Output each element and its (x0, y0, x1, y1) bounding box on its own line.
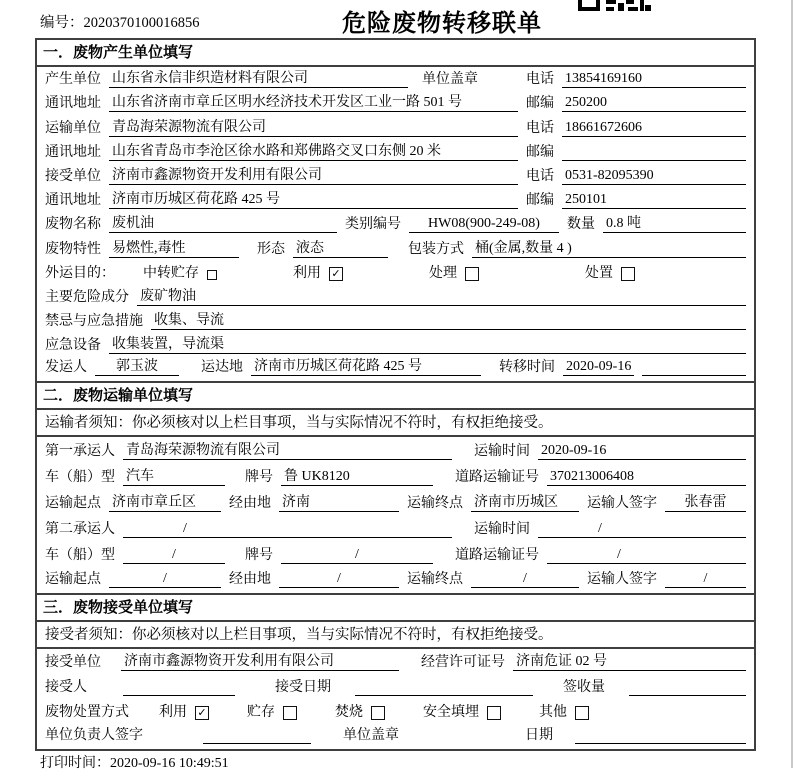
route-via-label: 经由地 (229, 496, 271, 512)
row-accept-unit (37, 649, 754, 674)
plate-label: 牌号 (245, 470, 273, 486)
doc-number-label: 编号： (40, 15, 84, 31)
transport-time-label: 运输时间 (474, 444, 530, 460)
unit-seal2-label: 单位盖章 (343, 728, 399, 744)
row-transport-unit (37, 115, 754, 139)
waste-form-value: 液态 (293, 237, 388, 258)
transport-unit-label: 运输单位 (45, 120, 101, 136)
row-main-hazard (37, 285, 754, 309)
route-end-value: 济南市历城区 (471, 491, 579, 512)
receiver-zip-label: 邮编 (526, 193, 554, 209)
row-taboo-measures (37, 309, 754, 333)
transport-phone-value: 18661672606 (562, 120, 746, 137)
page-title: 危险废物转移联单 (342, 10, 542, 37)
accept-unit-label: 接受单位 (45, 655, 101, 671)
disposal-use-checkbox (195, 706, 209, 720)
taboo-measures-value: 收集、导流 (151, 309, 746, 330)
row-disposal-method (37, 699, 754, 724)
waste-code-value: HW08(900-249-08) (409, 216, 559, 233)
purpose-treat-label: 处理 (429, 265, 457, 281)
route2-end-value: / (471, 571, 579, 588)
disposal-other-checkbox (575, 706, 589, 720)
waste-form-label: 形态 (257, 241, 285, 257)
row-responsible-sign (37, 724, 754, 749)
responsible-sign-label: 单位负责人签字 (45, 728, 143, 744)
producer-unit-value: 山东省永信非织造材料有限公司 (109, 67, 408, 88)
receiver-unit-label: 接受单位 (45, 168, 101, 184)
carrier-sign-label: 运输人签字 (587, 496, 657, 512)
transport-zip-label: 邮编 (526, 144, 554, 160)
carrier2-sign-label: 运输人签字 (587, 572, 657, 588)
taboo-measures-label: 禁忌与应急措施 (45, 314, 143, 330)
receiver-address-label: 通讯地址 (45, 193, 101, 209)
emergency-equipment-value: 收集装置，导流渠 (109, 333, 746, 354)
operating-license-label: 经营许可证号 (421, 655, 505, 671)
row-transport-address (37, 140, 754, 164)
receiver-unit-value: 济南市鑫源物资开发利用有限公司 (109, 164, 518, 185)
checkmark: ✓ (331, 266, 341, 280)
unit-seal-label: 单位盖章 (422, 72, 478, 88)
receiver-phone-label: 电话 (526, 168, 554, 184)
vehicle-type-label: 车（船）型 (45, 470, 115, 486)
acceptor-value (123, 695, 235, 696)
transport-time2-value: / (538, 521, 746, 538)
road-license-value: 370213006408 (547, 469, 746, 486)
vehicle-type2-value: / (123, 547, 225, 564)
route2-start-label: 运输起点 (45, 572, 101, 588)
transport-notice: 运输者须知：你必须核对以上栏目事项，当与实际情况不符时，有权拒绝接受。 (37, 410, 754, 437)
signed-qty-value (629, 695, 746, 696)
road-license-label: 道路运输证号 (455, 470, 539, 486)
accept-date-label: 接受日期 (275, 680, 331, 696)
receiver-address-value: 济南市历城区荷花路 425 号 (109, 188, 518, 209)
responsible-sign-value (203, 743, 311, 744)
producer-zip-value: 250200 (562, 95, 746, 112)
qr-code-fragment-icon (578, 0, 651, 11)
transport-phone-label: 电话 (526, 120, 554, 136)
producer-address-label: 通讯地址 (45, 96, 101, 112)
sign-date-value (575, 743, 746, 744)
producer-phone-value: 13854169160 (562, 71, 746, 88)
producer-unit-label: 产生单位 (45, 72, 101, 88)
transfer-time-value: 2020-09-16 (563, 359, 634, 376)
purpose-label: 外运目的： (45, 265, 115, 281)
road-license2-label: 道路运输证号 (455, 548, 539, 564)
row-shipper (37, 357, 754, 381)
packaging-value: 桶(金属,数量 4 ) (472, 237, 746, 258)
disposal-other-label: 其他 (539, 705, 567, 721)
waste-name-label: 废物名称 (45, 217, 101, 233)
row-emergency-equipment (37, 333, 754, 357)
waste-qty-value: 0.8 吨 (603, 212, 746, 233)
row-waste-property (37, 236, 754, 260)
print-time-value: 2020-09-16 10:49:51 (110, 756, 229, 771)
disposal-storage-label: 贮存 (247, 705, 275, 721)
disposal-storage-checkbox (283, 706, 297, 720)
packaging-label: 包装方式 (408, 241, 464, 257)
disposal-incinerate-checkbox (371, 706, 385, 720)
waste-code-label: 类别编号 (345, 217, 401, 233)
row-producer-address (37, 91, 754, 115)
section-producer (37, 40, 754, 381)
section-transport-header: 二．废物运输单位填写 (37, 383, 754, 410)
waste-property-value: 易燃性,毒性 (109, 237, 239, 258)
waste-qty-label: 数量 (567, 217, 595, 233)
accept-unit-value: 济南市鑫源物资开发利用有限公司 (121, 650, 399, 671)
print-time-label: 打印时间： (40, 756, 110, 771)
shipper-value: 郭玉波 (95, 355, 179, 376)
disposal-incinerate-label: 焚烧 (335, 705, 363, 721)
print-time (40, 752, 229, 772)
transport-time2-label: 运输时间 (474, 522, 530, 538)
row-second-carrier (37, 515, 754, 541)
transfer-time-fill (642, 375, 746, 376)
receiver-phone-value: 0531-82095390 (562, 168, 746, 185)
row-acceptor (37, 674, 754, 699)
page-edge-line (791, 0, 793, 768)
main-hazard-value: 废矿物油 (137, 285, 746, 306)
accept-date-value (355, 695, 533, 696)
waste-property-label: 废物特性 (45, 241, 101, 257)
acceptor-label: 接受人 (45, 680, 87, 696)
transport-unit-value: 青岛海荣源物流有限公司 (109, 116, 518, 137)
transport-address-value: 山东省青岛市李沧区徐水路和郑佛路交叉口东侧 20 米 (109, 140, 518, 161)
producer-zip-label: 邮编 (526, 96, 554, 112)
route2-start-value: / (109, 571, 221, 588)
plate2-label: 牌号 (245, 548, 273, 564)
disposal-method-label: 废物处置方式 (45, 705, 129, 721)
purpose-dispose-label: 处置 (585, 265, 613, 281)
route-start-value: 济南市章丘区 (109, 491, 221, 512)
carrier2-sign-value: / (665, 571, 746, 588)
row-receiver-unit (37, 164, 754, 188)
row-vehicle-2 (37, 541, 754, 567)
vehicle-type2-label: 车（船）型 (45, 548, 115, 564)
purpose-use-checkbox (329, 267, 343, 281)
section-producer-header: 一．废物产生单位填写 (37, 40, 754, 67)
waste-name-value: 废机油 (109, 212, 337, 233)
sign-date-label: 日期 (525, 728, 553, 744)
destination-label: 运达地 (201, 360, 243, 376)
row-vehicle-1 (37, 463, 754, 489)
second-carrier-value: / (123, 521, 452, 538)
manifest-form (35, 38, 756, 751)
purpose-transfer-storage-label: 中转贮存 (143, 265, 199, 281)
route2-end-label: 运输终点 (407, 572, 463, 588)
emergency-equipment-label: 应急设备 (45, 338, 101, 354)
road-license2-value: / (547, 547, 746, 564)
vehicle-type-value: 汽车 (123, 465, 225, 486)
operating-license-value: 济南危证 02 号 (513, 650, 746, 671)
checkmark: ✓ (197, 706, 207, 720)
route-via-value: 济南 (279, 491, 399, 512)
signed-qty-label: 签收量 (563, 680, 605, 696)
plate2-value: / (281, 547, 433, 564)
first-carrier-label: 第一承运人 (45, 444, 115, 460)
row-receiver-address (37, 188, 754, 212)
purpose-dispose-checkbox (621, 267, 635, 281)
transport-time-value: 2020-09-16 (538, 443, 746, 460)
row-first-carrier (37, 437, 754, 463)
row-waste-name (37, 212, 754, 236)
section-transport (37, 381, 754, 593)
purpose-transfer-storage-checkbox (207, 270, 217, 280)
row-route-1 (37, 489, 754, 515)
first-carrier-value: 青岛海荣源物流有限公司 (123, 439, 452, 460)
row-route-2 (37, 567, 754, 593)
route-start-label: 运输起点 (45, 496, 101, 512)
section-receiver (37, 593, 754, 749)
receiver-zip-value: 250101 (562, 192, 746, 209)
purpose-treat-checkbox (465, 267, 479, 281)
row-outbound-purpose (37, 261, 754, 285)
section-receiver-header: 三．废物接受单位填写 (37, 595, 754, 622)
disposal-use-label: 利用 (159, 705, 187, 721)
disposal-landfill-label: 安全填埋 (423, 705, 479, 721)
row-producer-unit (37, 67, 754, 91)
receiver-notice: 接受者须知：你必须核对以上栏目事项，当与实际情况不符时，有权拒绝接受。 (37, 622, 754, 649)
route-end-label: 运输终点 (407, 496, 463, 512)
producer-phone-label: 电话 (526, 72, 554, 88)
carrier-sign-value: 张春雷 (665, 491, 746, 512)
route2-via-value: / (279, 571, 399, 588)
transfer-time-label: 转移时间 (499, 360, 555, 376)
doc-number-value: 2020370100016856 (83, 15, 200, 31)
shipper-label: 发运人 (45, 360, 87, 376)
purpose-use-label: 利用 (293, 265, 321, 281)
producer-address-value: 山东省济南市章丘区明水经济技术开发区工业一路 501 号 (109, 91, 518, 112)
plate-value: 鲁 UK8120 (281, 465, 433, 486)
route2-via-label: 经由地 (229, 572, 271, 588)
transport-zip-value (562, 160, 746, 161)
transport-address-label: 通讯地址 (45, 144, 101, 160)
disposal-landfill-checkbox (487, 706, 501, 720)
main-hazard-label: 主要危险成分 (45, 289, 129, 305)
second-carrier-label: 第二承运人 (45, 522, 115, 538)
destination-value: 济南市历城区荷花路 425 号 (251, 355, 481, 376)
